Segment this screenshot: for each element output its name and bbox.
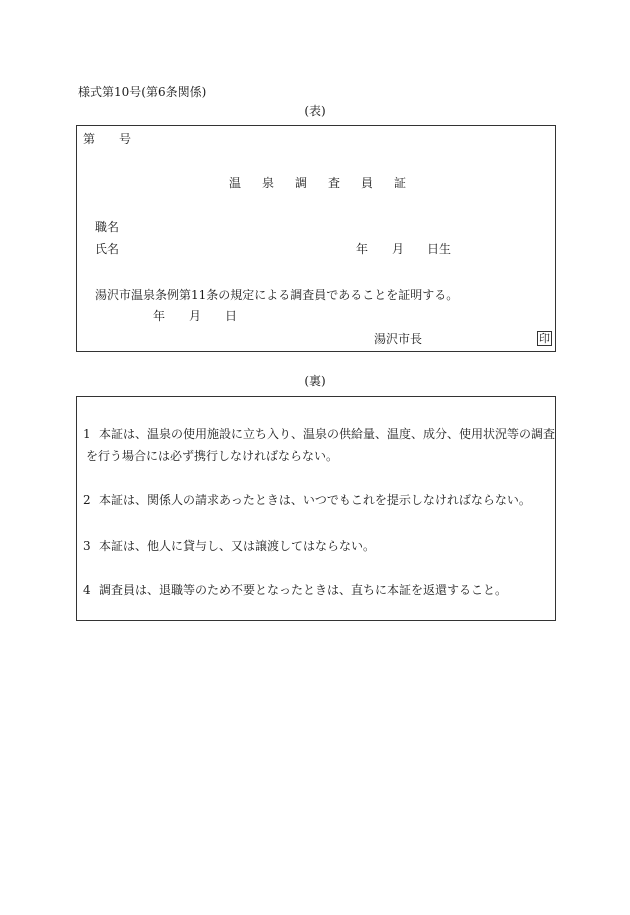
- clause-text: 調査員は、退職等のため不要となったときは、直ちに本証を返還すること。: [99, 583, 508, 597]
- birth-month-label: 月: [392, 242, 405, 256]
- issue-day-label: 日: [225, 309, 238, 323]
- position-label: 職名: [95, 220, 120, 234]
- clause-number: 4: [83, 583, 91, 597]
- issue-month-label: 月: [189, 309, 202, 323]
- title-char: 調: [295, 176, 308, 190]
- birth-year-label: 年: [356, 242, 369, 256]
- certification-text: 湯沢市温泉条例第11条の規定による調査員であることを証明する。: [95, 288, 459, 302]
- clause-text: 本証は、他人に貸与し、又は譲渡してはならない。: [99, 539, 376, 553]
- title-char: 員: [361, 176, 374, 190]
- clause-number: 2: [83, 493, 91, 507]
- clause-text: 本証は、関係人の請求あったときは、いつでもこれを提示しなければならない。: [99, 493, 531, 507]
- title-char: 証: [394, 176, 407, 190]
- back-side-label: (裏): [304, 374, 326, 388]
- title-char: 査: [328, 176, 341, 190]
- number-prefix: 第: [83, 132, 96, 146]
- front-side-label: (表): [304, 104, 326, 118]
- front-card: [76, 125, 556, 352]
- seal-mark: 印: [539, 332, 550, 345]
- name-label: 氏名: [95, 242, 120, 256]
- title-char: 泉: [262, 176, 275, 190]
- birth-day-label: 日生: [427, 242, 452, 256]
- clause-text-continued: を行う場合には必ず携行しなければならない。: [86, 449, 339, 463]
- title-char: 温: [229, 176, 242, 190]
- form-number: 様式第10号(第6条関係): [78, 85, 207, 99]
- back-card: [76, 396, 556, 621]
- clause-number: 1: [83, 427, 91, 441]
- clause-number: 3: [83, 539, 91, 553]
- issue-year-label: 年: [153, 309, 166, 323]
- clause-text: 本証は、温泉の使用施設に立ち入り、温泉の供給量、温度、成分、使用状況等の調査: [99, 427, 556, 441]
- issuer-name: 湯沢市長: [374, 332, 423, 346]
- number-suffix: 号: [119, 132, 132, 146]
